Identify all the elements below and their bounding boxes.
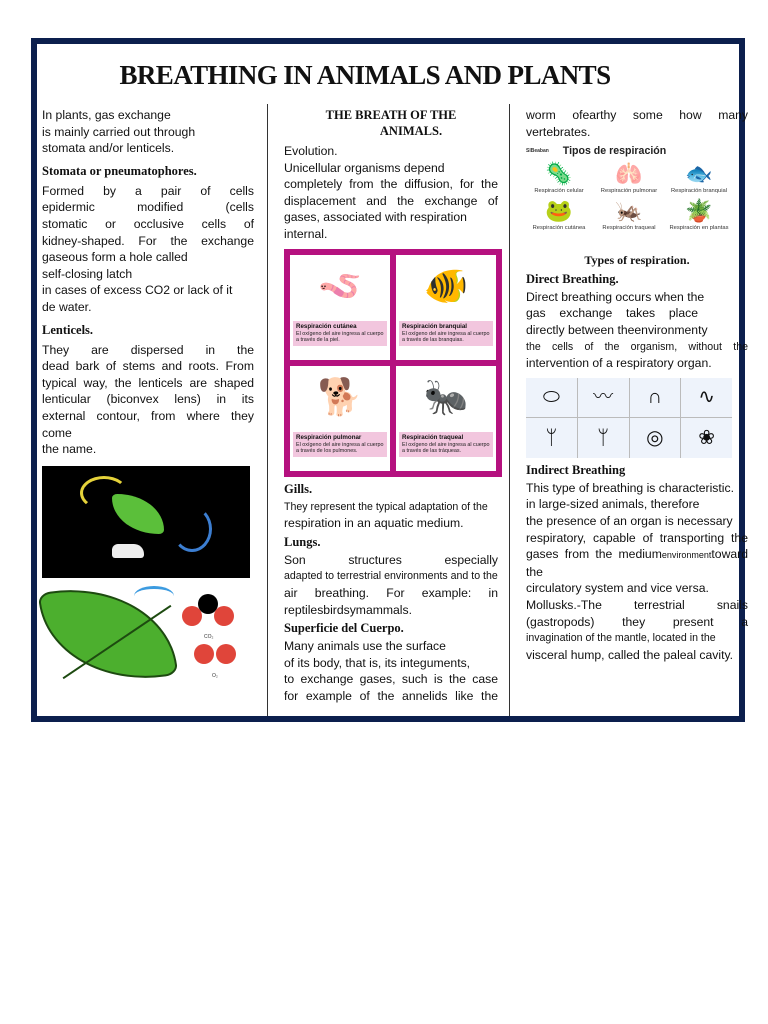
insect-icon: 🦗 <box>615 198 643 224</box>
fish-icon: 🐠 <box>423 265 469 307</box>
lungs-icon: 🫁 <box>615 161 643 187</box>
o2-label: O₂ <box>212 672 218 679</box>
indirect-breathing-heading: Indirect Breathing <box>526 462 626 477</box>
indirect-breathing-paragraph: This type of breathing is characteristic. in large-sized animals, therefore the presence of an organ is necessary respiratory, capable of transporting the gases from the mediumenvironmenttoward the circulatory system and vice versa. Mollusks.-The terrestrial snails (gastropods) they present a invagination of the mantle, located in the visceral hump, called the paleal cavity. <box>526 480 748 662</box>
page-title: BREATHING IN ANIMALS AND PLANTS <box>119 60 611 90</box>
type-item: 🦗 Respiración traqueal <box>596 197 662 232</box>
type-item: 🐟 Respiración branquial <box>666 160 732 195</box>
publisher-logo: SlBeaban <box>526 147 549 154</box>
type-item: 🐸 Respiración cutánea <box>526 197 592 232</box>
frog-icon: 🐸 <box>545 198 573 224</box>
page-frame <box>31 38 748 722</box>
oxygen-atom-icon <box>194 644 214 664</box>
gill-diagram-icon: ∩ <box>630 378 681 418</box>
cell-icon: 🦠 <box>545 161 573 187</box>
dog-icon: 🐕 <box>317 376 363 418</box>
column-respiration-types <box>526 107 748 663</box>
trachea-diagram-icon: ᛘ <box>526 418 577 458</box>
column-divider <box>509 104 510 716</box>
co2-label: CO₂ <box>204 633 214 640</box>
lungs-paragraph: Son structures especially adapted to terrestrial environments and to the air breathing. For example: in reptilesbirdsymammals. <box>284 552 498 617</box>
evolution-paragraph: Evolution. Unicellular organisms depend completely from the diffusion, for the displacement and the exchange of gases, associated with respiration internal. <box>284 144 498 241</box>
column-animals <box>284 107 498 705</box>
gills-heading: Gills. <box>284 481 313 496</box>
body-surface-paragraph: Many animals use the surface of its body, that is, its integuments, to exchange gases, such is the case for example of the annelids like the <box>284 639 498 703</box>
trachea-diagram-icon: ᛘ <box>578 418 629 458</box>
oxygen-atom-icon <box>214 606 234 626</box>
car-icon <box>112 544 144 558</box>
type-item: 🦠 Respiración celular <box>526 160 592 195</box>
respiration-types-infographic <box>526 144 732 248</box>
lung-diagram-icon: ∿ <box>681 378 732 418</box>
type-item: 🫁 Respiración pulmonar <box>596 160 662 195</box>
direct-breathing-heading: Direct Breathing. <box>526 271 619 286</box>
column-plants <box>42 107 254 690</box>
intro-paragraph: In plants, gas exchange is mainly carried out through stomata and/or lenticels. <box>42 108 196 156</box>
respiration-types-figure <box>284 249 502 477</box>
worm-icon: 🪱 <box>317 265 363 307</box>
figure-cell: 🐕 Respiración pulmonar El oxígeno del aire ingresa al cuerpo a través de los pulmones. <box>290 366 390 471</box>
plant-gas-exchange-illustration <box>42 466 250 690</box>
type-item: 🪴 Respiración en plantas <box>666 197 732 232</box>
blue-arrow-icon <box>172 506 212 552</box>
column-divider <box>267 104 268 716</box>
direct-breathing-paragraph: Direct breathing occurs when the gas exchange takes place directly between theenvironmenty the cells of the organism, without the intervention of a respiratory organ. <box>526 289 748 371</box>
figure-cell: 🐠 Respiración branquial El oxígeno del aire ingresa al cuerpo a través de las branquias. <box>396 255 496 360</box>
lenticels-paragraph: They are dispersed in the dead bark of stems and roots. From typical way, the lenticels are shaped lenticular (biconvex lens) in its external contour, from where they come the name. <box>42 342 254 457</box>
continuation-paragraph: worm ofearthy some how many vertebrates. <box>526 108 748 139</box>
gills-paragraph: They represent the typical adaptation of the respiration in an aquatic medium. <box>284 500 488 531</box>
oxygen-atom-icon <box>216 644 236 664</box>
breathing-diagrams <box>526 378 732 458</box>
blue-arrow-icon <box>134 586 174 606</box>
plant-icon: 🪴 <box>685 198 713 224</box>
figure-cell: 🪱 Respiración cutánea El oxígeno del aire ingresa al cuerpo a través de la piel. <box>290 255 390 360</box>
lenticels-heading: Lenticels. <box>42 322 94 337</box>
exchange-diagram-icon: ❀ <box>681 418 732 458</box>
stomata-heading: Stomata or pneumatophores. <box>42 163 197 178</box>
figure-caption: Types of respiration. <box>584 253 690 268</box>
lungs-heading: Lungs. <box>284 534 321 549</box>
figure-cell: 🐜 Respiración traqueal El oxígeno del aire ingresa al cuerpo a través de las tráqueas. <box>396 366 496 471</box>
alveoli-diagram-icon: ◎ <box>630 418 681 458</box>
fish-icon: 🐟 <box>685 161 713 187</box>
cell-diagram-icon: ⬭ <box>526 378 577 418</box>
infographic-title: Tipos de respiración <box>562 144 667 157</box>
animals-heading: THE BREATH OF THE ANIMALS. <box>325 108 457 138</box>
capillary-diagram-icon: 〰 <box>578 378 629 418</box>
oxygen-atom-icon <box>182 606 202 626</box>
ant-icon: 🐜 <box>423 376 469 418</box>
body-surface-heading: Superficie del Cuerpo. <box>284 621 404 636</box>
stomata-paragraph: Formed by a pair of cells epidermic modified (cells stomatic or occlusive cells of kidney-shaped. For the exchange gaseous form a hole called self-closing latch in cases of excess CO2 or lack of it de water. <box>42 183 254 314</box>
